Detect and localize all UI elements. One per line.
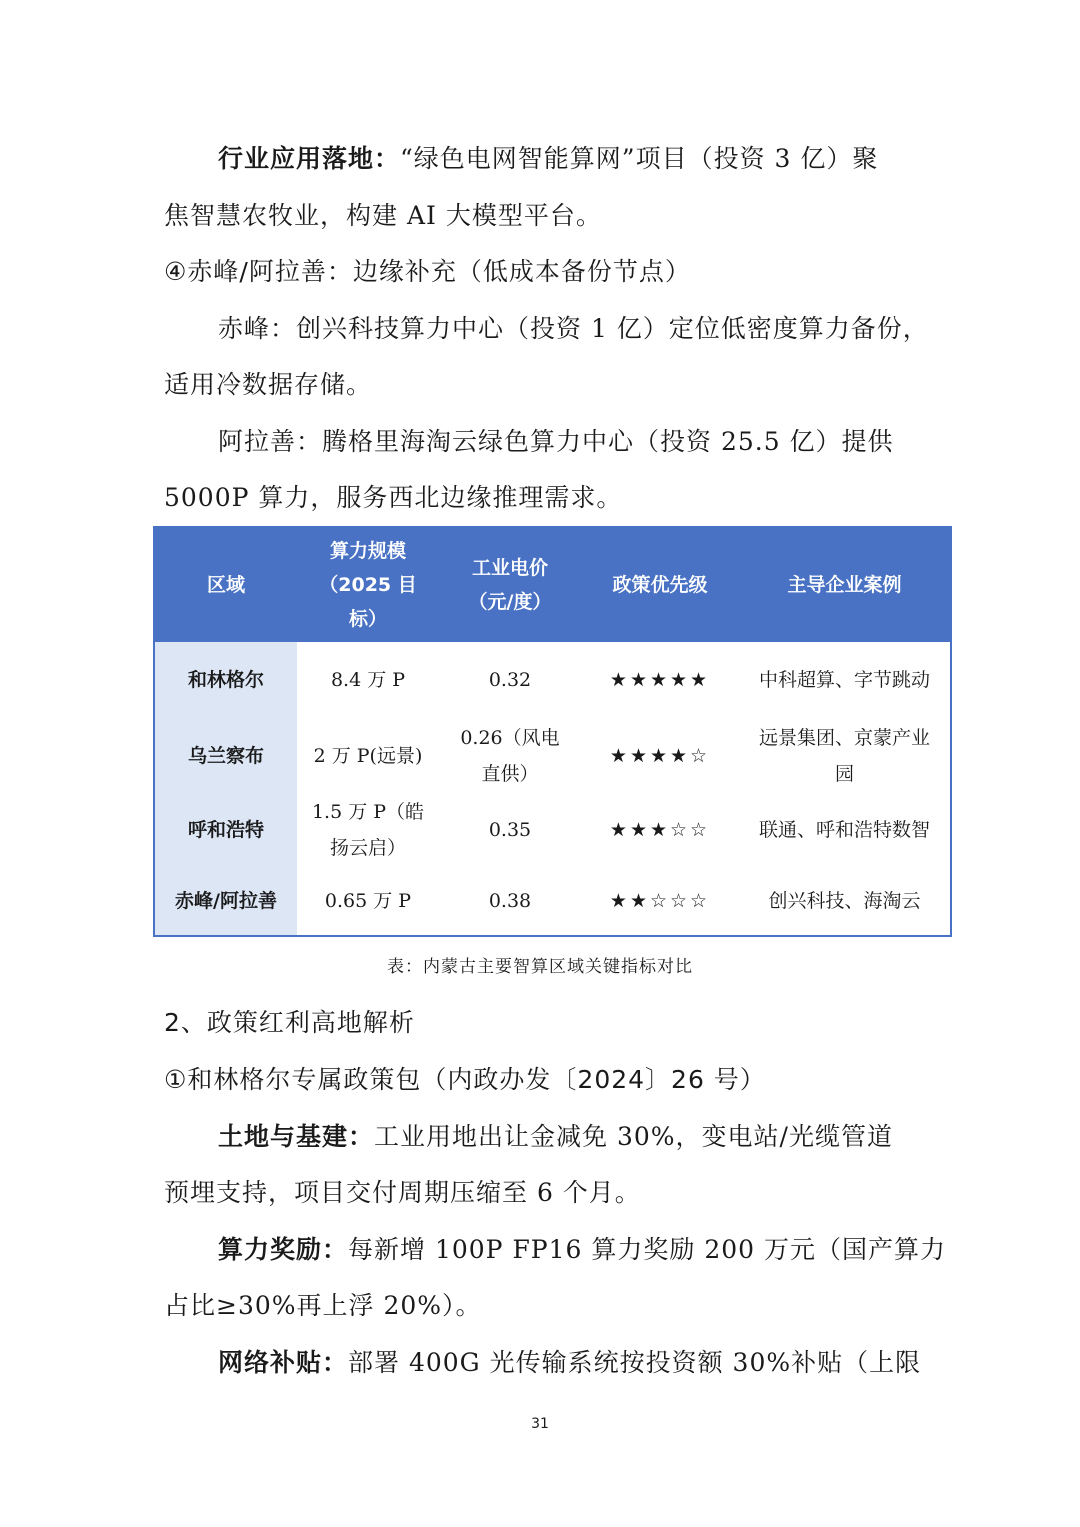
cell-scale: 2 万 P(远景) (313, 745, 423, 767)
cell-price: 0.35 (488, 819, 532, 841)
header-scale: 算力规模 （2025 目 标） (297, 527, 439, 642)
cell-priority-stars: ★★★★★ (609, 669, 711, 691)
para-reward-text: 每新增 100P FP16 算力奖励 200 万元（国产算力 (348, 1235, 946, 1264)
para-industry-line1 (218, 139, 878, 179)
para-industry-lead: 行业应用落地： (218, 144, 401, 173)
page-number: 31 (531, 1416, 549, 1432)
cell-scale: 8.4 万 P (330, 669, 406, 691)
cell-price: 0.38 (488, 889, 532, 912)
cell-scale: 0.65 万 P (324, 889, 412, 912)
cell-region: 和林格尔 (154, 642, 297, 718)
cell-price: 0.26（风电 直供） (460, 727, 560, 785)
para-network-lead: 网络补贴： (218, 1348, 349, 1377)
header-price: 工业电价 （元/度） (439, 527, 581, 642)
para-land-text: 工业用地出让金减免 30%，变电站/光缆管道 (374, 1122, 893, 1151)
table-caption: 表：内蒙古主要智算区域关键指标对比 (387, 957, 693, 977)
table-header-row (154, 527, 951, 642)
para-alashan-line1: 阿拉善：腾格里海淘云绿色算力中心（投资 25.5 亿）提供 (218, 427, 894, 456)
header-priority: 政策优先级 (581, 527, 739, 642)
table-row (154, 718, 951, 794)
cell-price: 0.32 (488, 669, 532, 691)
para-reward-lead: 算力奖励： (218, 1235, 349, 1264)
table-row (154, 866, 951, 936)
para-chifeng-line2: 适用冷数据存储。 (164, 370, 373, 399)
para-land-line1 (218, 1117, 893, 1157)
para-network-line1 (218, 1343, 921, 1383)
para-alashan-line2: 5000P 算力，服务西北边缘推理需求。 (164, 483, 623, 512)
para-chifeng-line1: 赤峰：创兴科技算力中心（投资 1 亿）定位低密度算力备份， (218, 314, 929, 343)
section-heading-policy: 2、政策红利高地解析 (164, 1008, 415, 1037)
header-enterprise: 主导企业案例 (739, 527, 951, 642)
para-reward-line1 (218, 1230, 946, 1270)
cell-enterprise: 联通、呼和浩特数智 (758, 819, 930, 841)
comparison-table (153, 526, 952, 937)
table-row (154, 642, 951, 718)
cell-priority-stars: ★★☆☆☆ (609, 889, 711, 912)
heading-chifeng-alashan: ④赤峰/阿拉善：边缘补充（低成本备份节点） (164, 257, 691, 286)
para-land-lead: 土地与基建： (218, 1122, 375, 1151)
cell-enterprise: 中科超算、字节跳动 (758, 669, 930, 691)
para-industry-line2: 焦智慧农牧业，构建 AI 大模型平台。 (164, 201, 602, 230)
table-row (154, 794, 951, 866)
para-network-text: 部署 400G 光传输系统按投资额 30%补贴（上限 (348, 1348, 922, 1377)
cell-enterprise: 创兴科技、海淘云 (768, 889, 921, 912)
para-industry-text: “绿色电网智能算网”项目（投资 3 亿）聚 (400, 144, 879, 173)
header-region: 区域 (154, 527, 297, 642)
cell-priority-stars: ★★★★☆ (609, 745, 711, 767)
cell-region: 呼和浩特 (154, 794, 297, 866)
cell-enterprise: 远景集团、京蒙产业 园 (758, 727, 930, 785)
cell-region: 赤峰/阿拉善 (154, 866, 297, 936)
heading-horinger-policy: ①和林格尔专属政策包（内政办发〔2024〕26 号） (164, 1065, 766, 1094)
para-land-line2: 预埋支持，项目交付周期压缩至 6 个月。 (164, 1178, 641, 1207)
para-reward-line2: 占比≥30%再上浮 20%）。 (164, 1291, 482, 1320)
cell-priority-stars: ★★★☆☆ (609, 819, 711, 841)
cell-scale: 1.5 万 P（皓 扬云启） (311, 801, 425, 859)
cell-region: 乌兰察布 (154, 718, 297, 794)
